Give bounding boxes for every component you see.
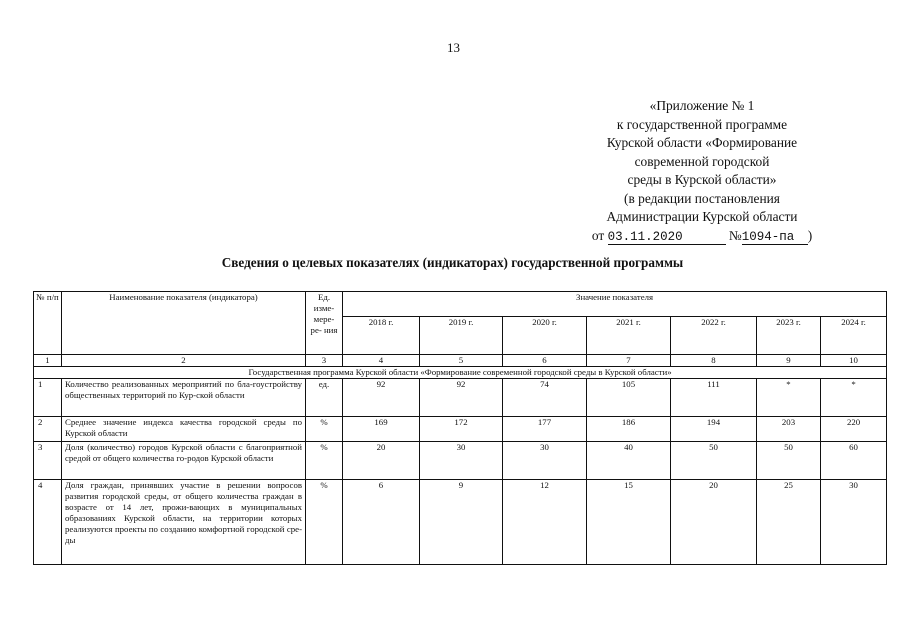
column-number: 7: [587, 355, 671, 367]
indicator-unit: %: [306, 417, 343, 442]
appendix-line: среды в Курской области»: [627, 172, 777, 187]
indicator-value: 172: [420, 417, 503, 442]
indicator-value: 15: [587, 480, 671, 565]
indicator-value: 203: [757, 417, 821, 442]
appendix-line: Курской области «Формирование: [606, 135, 798, 150]
indicator-name: Доля граждан, принявших участие в решении вопросов развития городской среды, от общего количества граждан в возрасте от 14 лет, прожи-вающих в муниципальных образованиях Курской области, на территории которых реализуются проекты по созданию комфортной городской сре-ды: [62, 480, 306, 565]
row-number: 1: [34, 379, 62, 417]
header-unit: Ед. изме- мере- ре- ния: [306, 292, 343, 355]
indicator-value: 12: [503, 480, 587, 565]
column-number: 4: [343, 355, 420, 367]
header-value-group: Значение показателя: [343, 292, 887, 317]
indicator-value: 92: [343, 379, 420, 417]
header-row: [34, 292, 887, 317]
header-name: Наименование показателя (индикатора): [62, 292, 306, 355]
page-number: 13: [447, 40, 460, 55]
column-number: 6: [503, 355, 587, 367]
indicator-value: 50: [757, 442, 821, 480]
indicator-value: 105: [587, 379, 671, 417]
header-year: 2020 г.: [503, 317, 587, 355]
header-num: № п/п: [34, 292, 62, 355]
indicator-value: 92: [420, 379, 503, 417]
indicator-unit: %: [306, 480, 343, 565]
indicator-value: 9: [420, 480, 503, 565]
appendix-line: современной городской: [634, 153, 770, 169]
indicator-value: 30: [420, 442, 503, 480]
indicator-value: 20: [343, 442, 420, 480]
date-prefix: от: [591, 227, 605, 243]
column-number: 1: [34, 355, 62, 367]
column-number: 5: [420, 355, 503, 367]
column-number: 10: [821, 355, 887, 367]
decree-date-line: [548, 227, 856, 246]
indicator-name: Количество реализованных мероприятий по бла-гоустройству общественных территорий по Кур-ской области: [62, 379, 306, 417]
indicator-unit: %: [306, 442, 343, 480]
indicator-value: 20: [671, 480, 757, 565]
number-suffix: ): [807, 227, 813, 243]
number-prefix: №: [728, 227, 742, 243]
header-year: 2022 г.: [671, 317, 757, 355]
indicator-value: 74: [503, 379, 587, 417]
program-title: Государственная программа Курской области «Формирование современной городской среды в Курской области»: [34, 367, 887, 379]
row-number: 2: [34, 417, 62, 442]
indicator-value: 40: [587, 442, 671, 480]
indicator-value: 220: [821, 417, 887, 442]
header-year: 2023 г.: [757, 317, 821, 355]
document-title: Сведения о целевых показателях (индикаторах) государственной программы: [221, 255, 684, 270]
decree-number: 1094-па: [742, 230, 808, 245]
column-number: 8: [671, 355, 757, 367]
header-year: 2021 г.: [587, 317, 671, 355]
header-year: 2024 г.: [821, 317, 887, 355]
table-row: [34, 442, 887, 480]
table-row: [34, 417, 887, 442]
column-number: 3: [306, 355, 343, 367]
indicator-value: 169: [343, 417, 420, 442]
header-year: 2018 г.: [343, 317, 420, 355]
header-year: 2019 г.: [420, 317, 503, 355]
column-numbers-row: [34, 355, 887, 367]
indicator-value: 60: [821, 442, 887, 480]
indicator-value: *: [821, 379, 887, 417]
table-row: [34, 480, 887, 565]
column-number: 2: [62, 355, 306, 367]
indicators-table: [33, 291, 887, 565]
appendix-line: (в редакции постановления: [624, 190, 780, 206]
indicator-value: 30: [821, 480, 887, 565]
indicator-value: 194: [671, 417, 757, 442]
appendix-line: «Приложение № 1: [649, 98, 755, 113]
indicator-name: Среднее значение индекса качества городской среды по Курской области: [62, 417, 306, 442]
row-number: 3: [34, 442, 62, 480]
indicator-unit: ед.: [306, 379, 343, 417]
indicator-value: 30: [503, 442, 587, 480]
row-number: 4: [34, 480, 62, 565]
decree-date: 03.11.2020: [608, 230, 726, 245]
indicator-value: 177: [503, 417, 587, 442]
indicator-value: 111: [671, 379, 757, 417]
program-row: [34, 367, 887, 379]
indicator-value: 25: [757, 480, 821, 565]
indicator-value: 6: [343, 480, 420, 565]
appendix-line: к государственной программе: [616, 116, 788, 132]
indicator-value: 50: [671, 442, 757, 480]
indicator-value: *: [757, 379, 821, 417]
indicator-name: Доля (количество) городов Курской области с благоприятной средой от общего количества го-родов Курской области: [62, 442, 306, 480]
appendix-header: [548, 97, 856, 245]
appendix-line: Администрации Курской области: [606, 209, 798, 224]
indicator-value: 186: [587, 417, 671, 442]
column-number: 9: [757, 355, 821, 367]
table-row: [34, 379, 887, 417]
